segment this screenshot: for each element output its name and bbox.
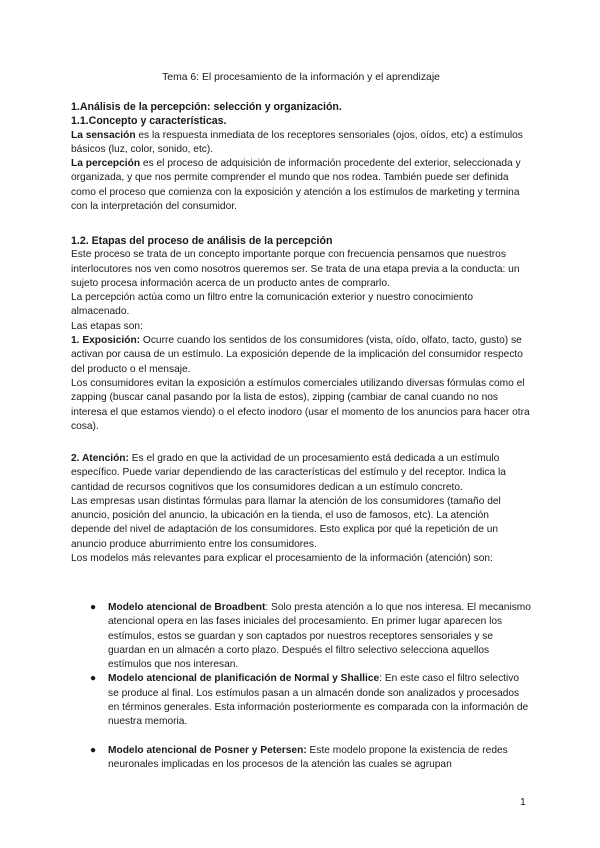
sensacion-text: es la respuesta inmediata de los receptores sensoriales (ojos, oídos, etc) a estímulos básicos (luz, color, sonido, etc). [71, 129, 523, 155]
percepcion-paragraph [71, 157, 531, 214]
section-attention [71, 452, 531, 566]
atencion-paragraph [71, 452, 531, 495]
atencion-text: Es el grado en que la actividad de un procesamiento está dedicada a un estímulo específico. Puede variar dependiendo de las características del estímulo y del receptor. Indica la cantidad de recursos cognitivos que los consumidores dedican a un estímulo concreto. [71, 453, 506, 493]
paragraph: Los consumidores evitan la exposición a estímulos comerciales utilizando diversas fórmulas como el zapping (buscar canal pasando por la lista de estos), zipping (cambiar de canal cuando no nos interesa el que estamos viendo) o el efecto inodoro (usar el momento de los anuncios para hacer otra cosa). [71, 377, 530, 432]
model-term: Modelo atencional de Broadbent [108, 602, 266, 613]
model-text: : Solo presta atención a lo que nos interesa. El mecanismo atencional opera en las fases iniciales del procesamiento. En primer lugar aparecen los estímulos, estos se guardan y son captados por nuestros receptores sensoriales y se guardan en un almacén a corto plazo. Después el filtro selectivo selecciona aquellos estímulos que nos interesan. [108, 602, 531, 671]
percepcion-term: La percepción [71, 158, 141, 170]
sensacion-term: La sensación [71, 129, 136, 141]
atencion-term: 2. Atención: [71, 453, 129, 464]
page-number: 1 [520, 797, 526, 808]
section-perception-concept [71, 100, 531, 214]
exposicion-paragraph [71, 334, 531, 377]
paragraph: Este proceso se trata de un concepto importante porque con frecuencia pensamos que nuestros interlocutores nos ven como nosotros queremos ser. Se trata de una etapa previa a la conducta: un sujeto procesa información acerca de un producto antes de comprarlo. [71, 249, 520, 289]
section-perception-stages [71, 234, 531, 434]
attention-models-list [71, 601, 531, 772]
exposicion-text: Ocurre cuando los sentidos de los consumidores (vista, oído, olfato, tacto, gusto) se activan por causa de un estímulo. La exposición depende de la implicación del consumidor respecto del producto o el mensaje. [71, 335, 523, 375]
percepcion-text: es el proceso de adquisición de información procedente del exterior, seleccionada y organizada, y que nos permite comprender el mundo que nos rodea. También puede ser definida como el proceso que comienza con la exposición y atención a los estímulos de marketing y termina con la interpretación del consumidor. [71, 158, 521, 213]
subsection-heading: 1.2. Etapas del proceso de análisis de la percepción [71, 235, 333, 247]
list-item [71, 672, 531, 729]
page-title: Tema 6: El procesamiento de la información y el aprendizaje [162, 72, 440, 83]
list-item [71, 744, 531, 773]
paragraph: Las etapas son: [71, 320, 143, 332]
model-text: Este modelo propone la existencia de redes neuronales implicadas en los procesos de la atención las cuales se agrupan [108, 744, 508, 770]
list-item [71, 601, 531, 672]
section-heading: 1.Análisis de la percepción: selección y organización. [71, 101, 342, 113]
bullet-icon: ● [90, 673, 97, 685]
subsection-heading: 1.1.Concepto y características. [71, 115, 227, 128]
exposicion-term: 1. Exposición: [71, 335, 141, 347]
model-term: Modelo atencional de Posner y Petersen: [108, 744, 307, 756]
model-term: Modelo atencional de planificación de Normal y Shallice [108, 673, 380, 685]
model-text: : En este caso el filtro selectivo se produce al final. Los estímulos pasan a un almacén donde son analizados y procesados en términos generales. Esta información posteriormente es comparada con la información de nuestra memoria. [108, 673, 529, 728]
bullet-icon: ● [90, 602, 97, 613]
paragraph: Los modelos más relevantes para explicar el procesamiento de la información (atención) son: [71, 553, 493, 565]
bullet-icon: ● [90, 744, 97, 756]
sensacion-paragraph [71, 129, 531, 158]
paragraph: Las empresas usan distintas fórmulas para llamar la atención de los consumidores (tamaño del anuncio, posición del anuncio, la ubicación en la tienda, el uso de famosos, etc). La atención depende del nivel de adaptación de los consumidores. Esto explica por qué la repetición de un anuncio produce aburrimiento entre los consumidores. [71, 495, 501, 550]
paragraph: La percepción actúa como un filtro entre la comunicación exterior y nuestro conocimiento almacenado. [71, 292, 474, 318]
